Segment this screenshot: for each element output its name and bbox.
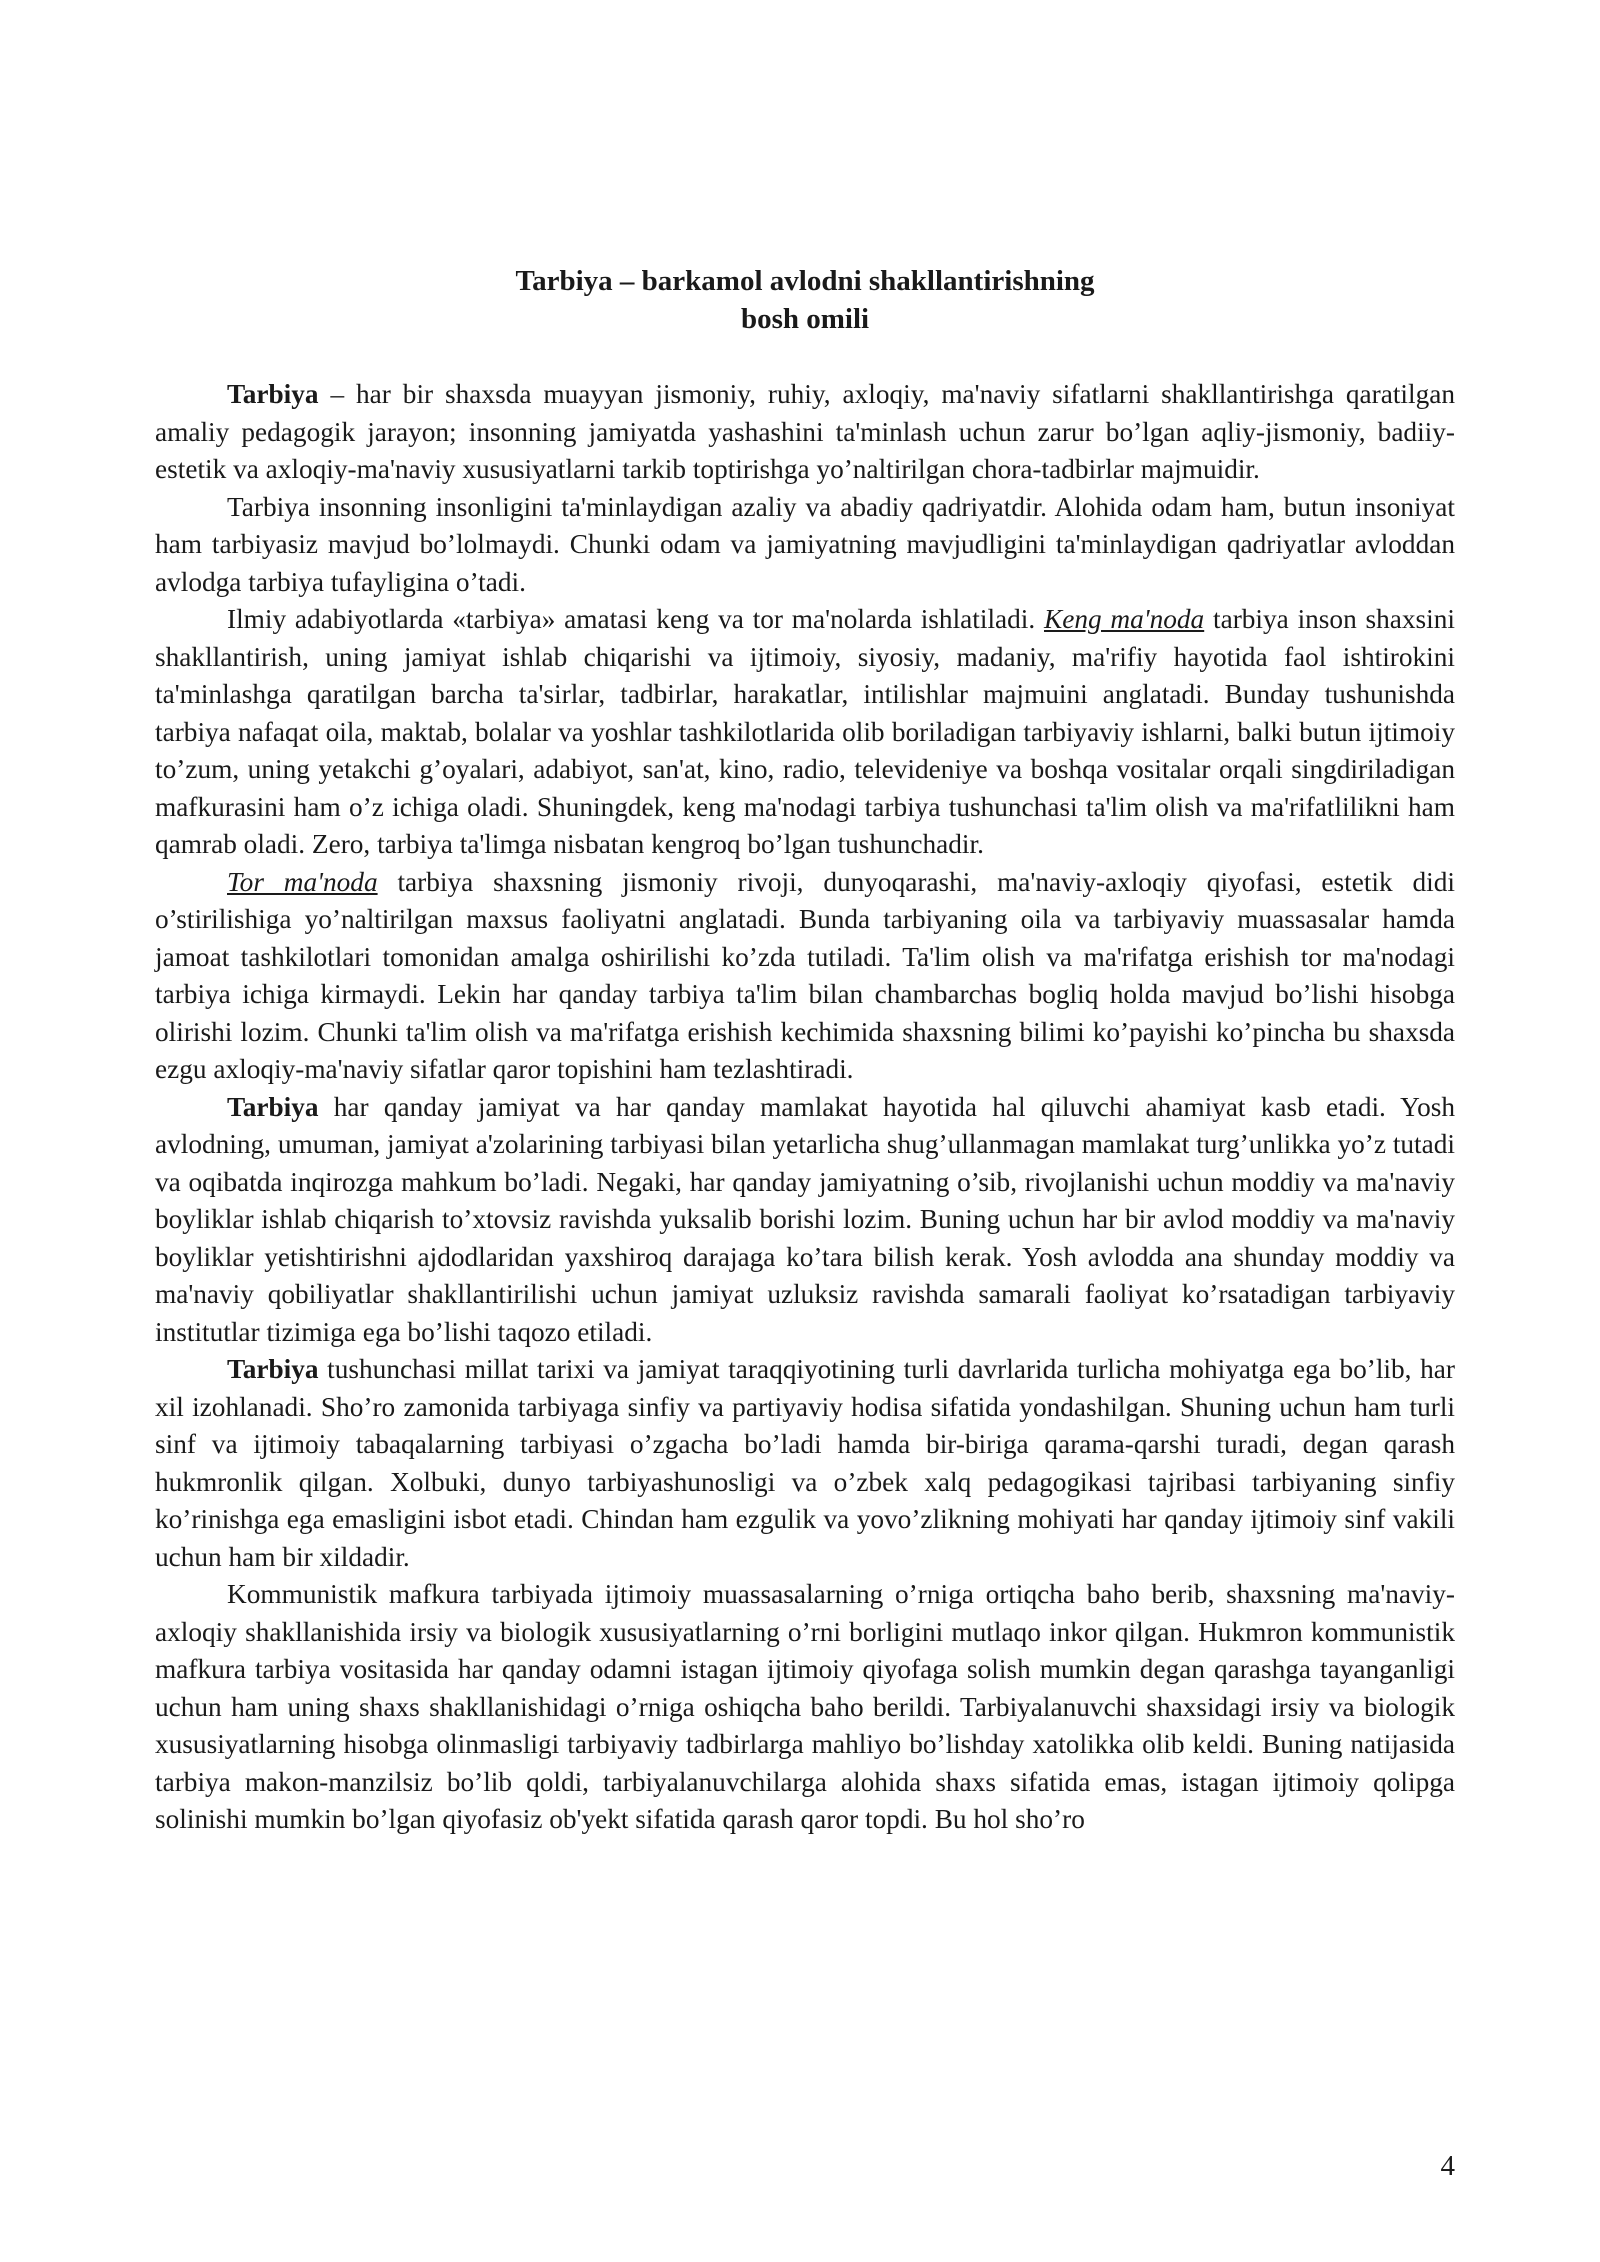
underlined-term: Tor ma'noda [227,866,378,897]
paragraph-1 [155,376,1455,489]
paragraph-5 [155,1089,1455,1352]
title-line-2: bosh omili [740,303,870,335]
bold-term: Tarbiya [227,1091,319,1122]
paragraph-7 [155,1576,1455,1839]
paragraph-text: Kommunistik mafkura tarbiyada ijtimoiy muassasalarning o’rniga ortiqcha baho berib, shaxsning ma'naviy-axloqiy shakllanishida irsiy va biologik xususiyatlarning o’rni borligini mutlaqo inkor qilgan. Hukmron kommunistik mafkura tarbiya vositasida har qanday odamni istagan ijtimoiy qiyofaga solish mumkin degan qarashga tayanganligi uchun ham uning shaxs shakllanishidagi o’rniga oshiqcha baho berildi. Tarbiyalanuvchi shaxsidagi irsiy va biologik xususiyatlarning hisobga olinmasligi tarbiyaviy tadbirlarga mahliyo bo’lishday xatolikka olib keldi. Buning natijasida tarbiya makon-manzilsiz bo’lib qoldi, tarbiyalanuvchilarga alohida shaxs sifatida emas, istagan ijtimoiy qolipga solinishi mumkin bo’lgan qiyofasiz ob'yekt sifatida qarash qaror topdi. Bu hol sho’ro [155,1579,1455,1834]
paragraph-6 [155,1351,1455,1576]
paragraph-text: tushunchasi millat tarixi va jamiyat taraqqiyotining turli davrlarida turlicha mohiyatga ega bo’lib, har xil izohlanadi. Sho’ro zamonida tarbiyaga sinfiy va partiyaviy hodisa sifatida yondashilgan. Shuning uchun ham turli sinf va ijtimoiy tabaqalarning tarbiyasi o’zgacha bo’ladi hamda bir-biriga qarama-qarshi turadi, degan qarash hukmronlik qilgan. Xolbuki, dunyo tarbiyashunosligi va o’zbek xalq pedagogikasi tajribasi tarbiyaning sinfiy ko’rinishga ega emasligini isbot etadi. Chindan ham ezgulik va yovo’zlikning mohiyati har qanday ijtimoiy sinf vakili uchun ham bir xildadir. [155,1354,1455,1572]
paragraph-2 [155,489,1455,602]
document-body [155,376,1455,1839]
document-title [155,262,1455,338]
paragraph-text: tarbiya shaxsning jismoniy rivoji, dunyoqarashi, ma'naviy-axloqiy qiyofasi, estetik didi o’stirilishiga yo’naltirilgan maxsus faoliyatni anglatadi. Bunda tarbiyaning oila va tarbiyaviy muassasalar hamda jamoat tashkilotlari tomonidan amalga oshirilishi ko’zda tutiladi. Ta'lim olish va ma'rifatga erishish tor ma'nodagi tarbiya ichiga kirmaydi. Lekin har qanday tarbiya ta'lim bilan chambarchas bogliq holda mavjud bo’lishi hisobga olirishi lozim. Chunki ta'lim olish va ma'rifatga erishish kechimida shaxsning bilimi ko’payishi ko’pincha bu shaxsda ezgu axloqiy-ma'naviy sifatlar qaror topishini ham tezlashtiradi. [155,866,1455,1084]
paragraph-text: Tarbiya insonning insonligini ta'minlaydigan azaliy va abadiy qadriyatdir. Alohida odam ham, butun insoniyat ham tarbiyasiz mavjud bo’lolmaydi. Chunki odam va jamiyatning mavjudligini ta'minlaydigan qadriyatlar avloddan avlodga tarbiya tufayligina o’tadi. [155,491,1455,597]
bold-term: Tarbiya [227,1354,319,1384]
underlined-term: Keng ma'noda [1044,604,1205,634]
paragraph-text: Ilmiy adabiyotlarda «tarbiya» amatasi keng va tor ma'nolarda ishlatiladi. [227,604,1044,634]
paragraph-text: har qanday jamiyat va har qanday mamlakat hayotida hal qiluvchi ahamiyat kasb etadi. Yosh avlodning, umuman, jamiyat a'zolarining tarbiyasi bilan yetarlicha shug’ullanmagan mamlakat turg’unlikka yo’z tutadi va oqibatda inqirozga mahkum bo’ladi. Negaki, har qanday jamiyatning o’sib, rivojlanishi uchun moddiy va ma'naviy boyliklar ishlab chiqarish to’xtovsiz ravishda yuksalib borishi lozim. Buning uchun har bir avlod moddiy va ma'naviy boyliklar yetishtirishni ajdodlaridan yaxshiroq darajaga ko’tara bilish kerak. Yosh avlodda ana shunday moddiy va ma'naviy qobiliyatlar shakllantirilishi uchun jamiyat uzluksiz ravishda samarali faoliyat ko’rsatadigan tarbiyaviy institutlar tizimiga ega bo’lishi taqozo etiladi. [155,1091,1455,1347]
bold-term: Tarbiya [227,379,319,409]
paragraph-text: – har bir shaxsda muayyan jismoniy, ruhiy, axloqiy, ma'naviy sifatlarni shakllantirishga qaratilgan amaliy pedagogik jarayon; insonning jamiyatda yashashini ta'minlash uchun zarur bo’lgan aqliy-jismoniy, badiiy-estetik va axloqiy-ma'naviy xususiyatlarni tarkib toptirishga yo’naltirilgan chora-tadbirlar majmuidir. [155,379,1455,484]
page-number: 4 [1440,2150,1455,2182]
paragraph-3 [155,601,1455,864]
paragraph-4 [155,864,1455,1089]
paragraph-text: tarbiya inson shaxsini shakllantirish, uning jamiyat ishlab chiqarishi va ijtimoiy, siyosiy, madaniy, ma'rifiy hayotida faol ishtirokini ta'minlashga qaratilgan barcha ta'sirlar, tadbirlar, harakatlar, intilishlar majmuini anglatadi. Bunday tushunishda tarbiya nafaqat oila, maktab, bolalar va yoshlar tashkilotlarida olib boriladigan tarbiyaviy ishlarni, balki butun ijtimoiy to’zum, uning yetakchi g’oyalari, adabiyot, san'at, kino, radio, televideniye va boshqa vositalar orqali singdiriladigan mafkurasini ham o’z ichiga oladi. Shuningdek, keng ma'nodagi tarbiya tushunchasi ta'lim olish va ma'rifatlilikni ham qamrab oladi. Zero, tarbiya ta'limga nisbatan kengroq bo’lgan tushunchadir. [155,604,1455,859]
title-line-1: Tarbiya – barkamol avlodni shakllantirishning [515,265,1095,297]
